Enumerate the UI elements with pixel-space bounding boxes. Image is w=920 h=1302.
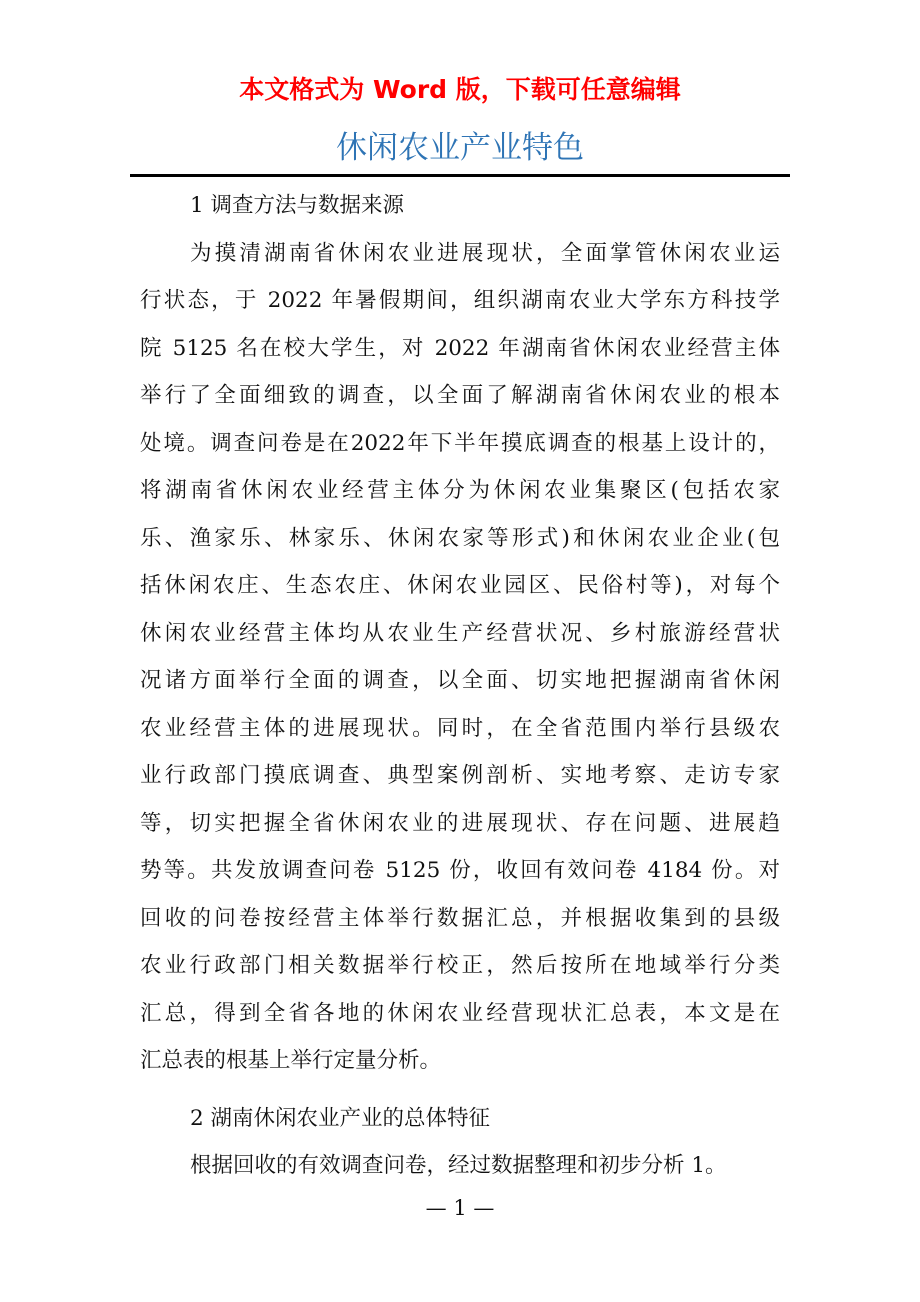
text-line: 汇总表的根基上举行定量分析。 (140, 1048, 442, 1073)
text-line: 业行政部门摸底调查、典型案例剖析、实地考察、走访专家 (140, 763, 780, 788)
text-line: 举行了全面细致的调查，以全面了解湖南省休闲农业的根本 (140, 383, 780, 408)
paragraph-1 (140, 234, 780, 1089)
text-line: 休闲农业经营主体均从农业生产经营状况、乡村旅游经营状 (140, 620, 780, 646)
word-format-banner: 本文格式为 Word 版，下载可任意编辑 (239, 75, 681, 104)
text-line: 回收的问卷按经营主体举行数据汇总，并根据收集到的县级 (140, 905, 780, 931)
text-line: 根据回收的有效调查问卷，经过数据整理和初步分析 1。 (190, 1153, 727, 1178)
text-line: 等，切实把握全省休闲农业的进展现状、存在问题、进展趋 (140, 810, 780, 836)
text-line: 处境。调查问卷是在2022年下半年摸底调查的根基上设计的， (140, 430, 780, 456)
text-line: 乐、渔家乐、林家乐、休闲农家等形式)和休闲农业企业(包 (140, 525, 780, 551)
text-line: 行状态，于 2022 年暑假期间，组织湖南农业大学东方科技学 (140, 288, 780, 313)
title-divider (130, 174, 790, 177)
section-heading-2: 2 湖南休闲农业产业的总体特征 (190, 1105, 491, 1131)
paragraph-2 (140, 1146, 780, 1194)
document-title: 休闲农业产业特色 (336, 130, 584, 166)
document-body (140, 186, 780, 1194)
text-line: 院 5125 名在校大学生，对 2022 年湖南省休闲农业经营主体 (140, 335, 780, 361)
section-heading-1: 1 调查方法与数据来源 (190, 193, 405, 218)
text-line: 况诸方面举行全面的调查，以全面、切实地把握湖南省休闲 (140, 668, 780, 693)
text-line: 农业行政部门相关数据举行校正，然后按所在地域举行分类 (140, 953, 780, 978)
page-number: — 1 — (425, 1196, 495, 1220)
text-line: 势等。共发放调查问卷 5125 份，收回有效问卷 4184 份。对 (140, 858, 780, 883)
text-line: 为摸清湖南省休闲农业进展现状，全面掌管休闲农业运 (190, 240, 780, 266)
text-line: 括休闲农庄、生态农庄、休闲农业园区、民俗村等)，对每个 (140, 573, 780, 598)
text-line: 将湖南省休闲农业经营主体分为休闲农业集聚区(包括农家 (140, 478, 780, 503)
text-line: 农业经营主体的进展现状。同时，在全省范围内举行县级农 (140, 715, 780, 741)
text-line: 汇总，得到全省各地的休闲农业经营现状汇总表，本文是在 (140, 1000, 780, 1026)
